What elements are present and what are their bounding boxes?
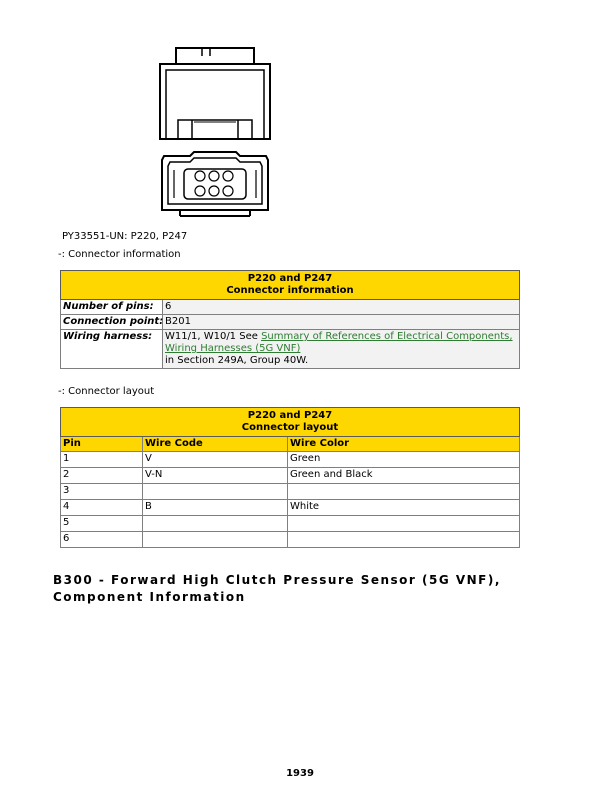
column-header-wire-code: Wire Code	[143, 437, 288, 452]
pin-cell: 5	[61, 516, 143, 532]
wire-code-cell	[143, 484, 288, 500]
table-row	[61, 330, 520, 369]
table-row	[61, 315, 520, 330]
harness-label: Wiring harness:	[61, 330, 163, 369]
pins-value: 6	[163, 300, 520, 315]
connector-diagram	[150, 42, 280, 222]
table-row	[61, 452, 520, 468]
section-heading: B300 - Forward High Clutch Pressure Sensor (5G VNF), Component Information	[53, 573, 501, 604]
pin-cell: 6	[61, 532, 143, 548]
wire-color-cell	[288, 516, 520, 532]
figure-caption: PY33551-UN: P220, P247	[62, 231, 188, 242]
connector-layout-header	[61, 408, 520, 437]
wire-color-cell: Green	[288, 452, 520, 468]
connector-info-label: -: Connector information	[58, 249, 181, 260]
table-row	[61, 468, 520, 484]
wire-color-cell: White	[288, 500, 520, 516]
page-number: 1939	[286, 768, 314, 779]
connection-point-value: B201	[163, 315, 520, 330]
pins-label: Number of pins:	[61, 300, 163, 315]
connector-info-title: P220 and P247	[247, 273, 333, 284]
connector-layout-subtitle: Connector layout	[241, 422, 339, 433]
column-header-pin: Pin	[61, 437, 143, 452]
connector-info-subtitle: Connector information	[226, 285, 354, 296]
connection-point-label: Connection point:	[61, 315, 163, 330]
connector-layout-label: -: Connector layout	[58, 386, 155, 397]
wire-code-cell	[143, 532, 288, 548]
wire-color-cell: Green and Black	[288, 468, 520, 484]
connector-info-table	[60, 270, 520, 369]
pin-cell: 4	[61, 500, 143, 516]
wire-code-cell	[143, 516, 288, 532]
wire-color-cell	[288, 532, 520, 548]
pin-cell: 2	[61, 468, 143, 484]
pin-cell: 3	[61, 484, 143, 500]
harness-prefix: W11/1, W10/1 See	[165, 331, 262, 342]
connector-layout-title: P220 and P247	[247, 410, 333, 421]
table-row	[61, 500, 520, 516]
column-header-wire-color: Wire Color	[288, 437, 520, 452]
table-row	[61, 532, 520, 548]
harness-suffix: in Section 249A, Group 40W.	[165, 355, 309, 366]
pin-cell: 1	[61, 452, 143, 468]
wire-color-cell	[288, 484, 520, 500]
harness-value	[163, 330, 520, 369]
table-row	[61, 484, 520, 500]
table-row	[61, 516, 520, 532]
wire-code-cell: B	[143, 500, 288, 516]
harness-link-line2: Wiring Harnesses (5G VNF)	[165, 343, 301, 354]
connector-layout-table	[60, 407, 520, 548]
wire-code-cell: V	[143, 452, 288, 468]
connector-info-header	[61, 271, 520, 300]
harness-link-line1: Summary of References of Electrical Components,	[261, 331, 513, 342]
wire-code-cell: V-N	[143, 468, 288, 484]
table-row	[61, 300, 520, 315]
